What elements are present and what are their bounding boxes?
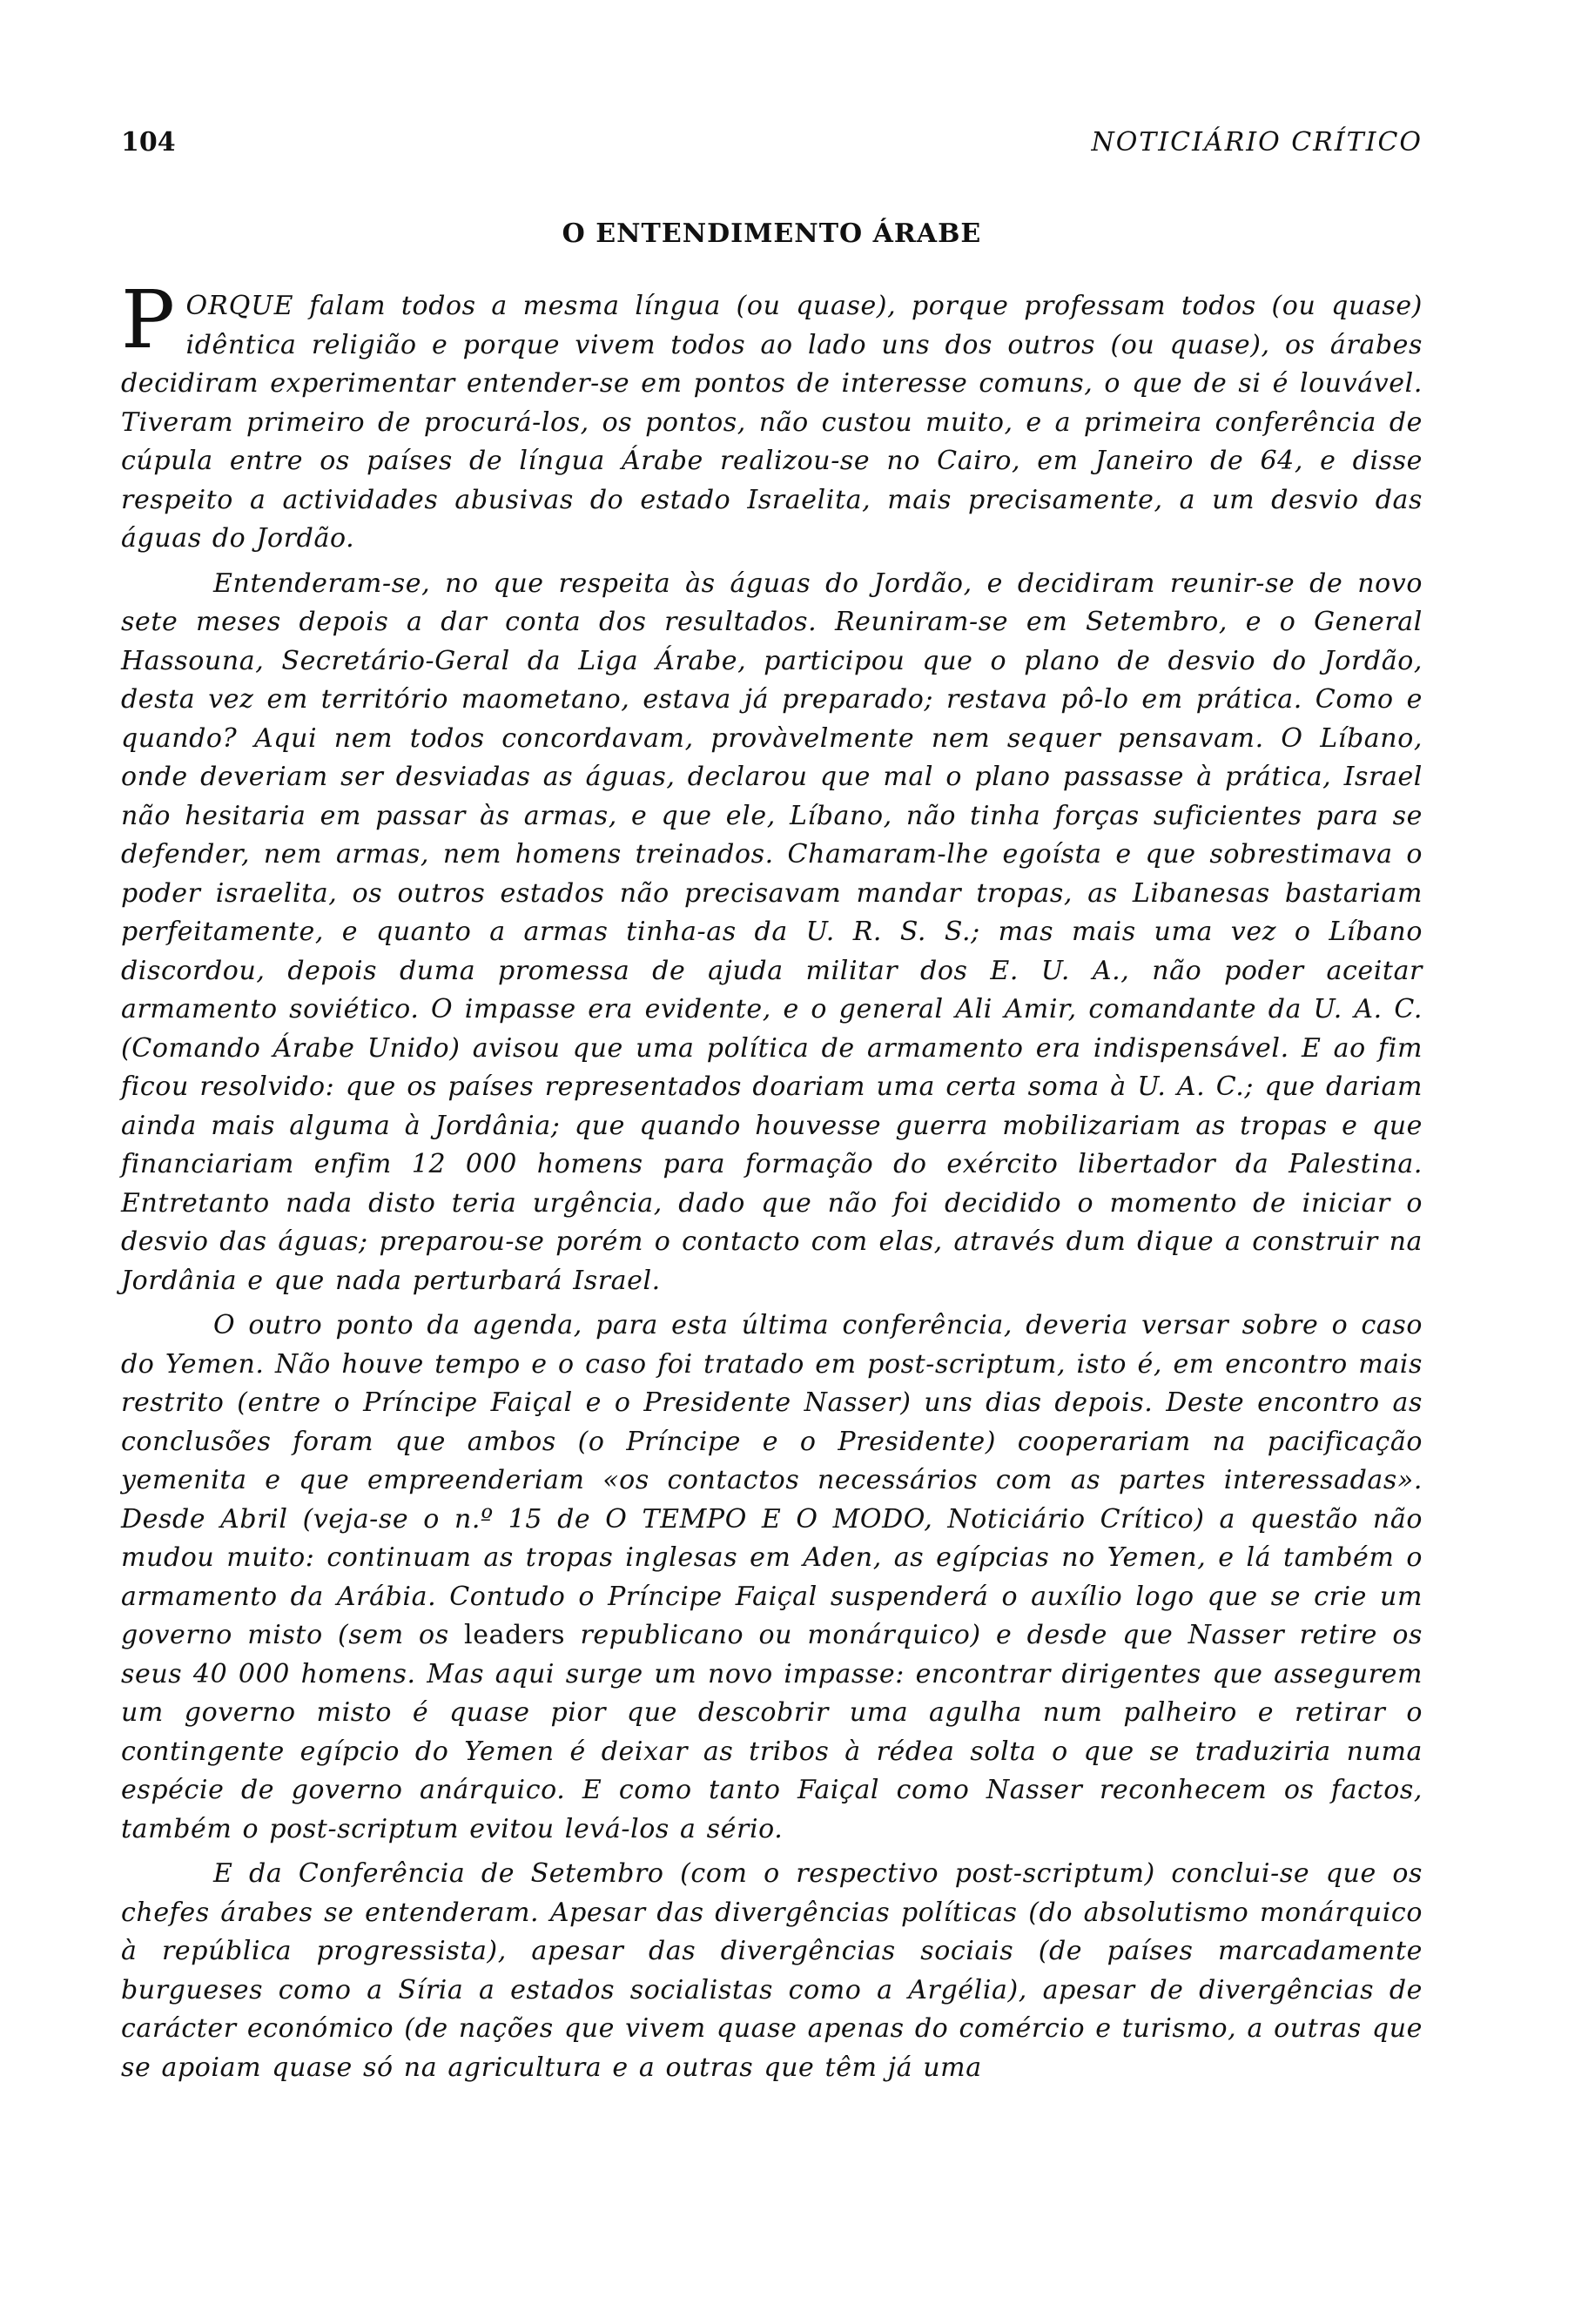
roman-word: leaders	[464, 1620, 566, 1650]
page-number: 104	[121, 127, 176, 158]
paragraph-1-text: falam todos a mesma língua (ou quase), porque professam todos (ou quase) idêntica religião e porque vivem todos ao lado uns dos outros (ou quase), os árabes decidiram experimentar entender-se em pontos de interesse comuns, o que de si é louvável. Tiveram primeiro de procurá-los, os pontos, não custou muito, e a primeira conferência de cúpula entre os países de língua Árabe realizou-se no Cairo, em Janeiro de 64, e disse respeito a actividades abusivas do estado Israelita, mais precisamente, a um desvio das águas do Jordão.	[121, 291, 1423, 554]
paragraph-1	[121, 273, 1423, 559]
running-title: NOTICIÁRIO CRÍTICO	[1091, 127, 1423, 158]
paragraph-3-part-3: republicano ou monárquico) e desde que Nasser retire os seus 40 000 homens. Mas aqui surge um novo impasse: encontrar dirigentes que assegurem um governo misto é quase pior que descobrir uma agulha num palheiro e retirar o contingente egípcio do Yemen é deixar as tribos à rédea solta o que se traduziria numa espécie de governo anárquico. E como tanto Faiçal como Nasser reconhecem os factos, também o post-scriptum evitou levá-los a sério.	[121, 1620, 1423, 1844]
paragraph-3	[121, 1306, 1423, 1849]
journal-title: O TEMPO E O MODO	[605, 1503, 925, 1535]
paragraph-3-part-2: , Noticiário Crítico) a questão não mudou muito: continuam as tropas inglesas em Aden, as egípcias no Yemen, e lá também o armamento da Arábia. Contudo o Príncipe Faiçal suspenderá o auxílio logo que se crie um governo misto (sem os	[121, 1503, 1423, 1650]
lead-word: ORQUE	[185, 291, 294, 321]
drop-cap: P	[121, 273, 176, 366]
article-title: O ENTENDIMENTO ÁRABE	[562, 218, 982, 249]
paragraph-2: Entenderam-se, no que respeita às águas do Jordão, e decidiram reunir-se de novo sete meses depois a dar conta dos resultados. Reuniram-se em Setembro, e o General Hassouna, Secretário-Geral da Liga Árabe, participou que o plano de desvio do Jordão, desta vez em território maometano, estava já preparado; restava pô-lo em prática. Como e quando? Aqui nem todos concordavam, provàvelmente nem sequer pensavam. O Líbano, onde deveriam ser desviadas as águas, declarou que mal o plano passasse à prática, Israel não hesitaria em passar às armas, e que ele, Líbano, não tinha forças suficientes para se defender, nem armas, nem homens treinados. Chamaram-lhe egoísta e que sobrestimava o poder israelita, os outros estados não precisavam mandar tropas, as Libanesas bastariam perfeitamente, e quanto a armas tinha-as da U. R. S. S.; mas mais uma vez o Líbano discordou, depois duma promessa de ajuda militar dos E. U. A., não poder aceitar armamento soviético. O impasse era evidente, e o general Ali Amir, comandante da U. A. C. (Comando Árabe Unido) avisou que uma política de armamento era indispensável. E ao fim ficou resolvido: que os países representados doariam uma certa soma à U. A. C.; que dariam ainda mais alguma à Jordânia; que quando houvesse guerra mobilizariam as tropas e que financiariam enfim 12 000 homens para formação do exército libertador da Palestina. Entretanto nada disto teria urgência, dado que não foi decidido o momento de iniciar o desvio das águas; preparou-se porém o contacto com elas, através dum dique a construir na Jordânia e que nada perturbará Israel.	[121, 568, 1423, 1296]
paragraph-3-part-1: O outro ponto da agenda, para esta última conferência, deveria versar sobre o caso do Yemen. Não houve tempo e o caso foi tratado em post-scriptum, isto é, em encontro mais restrito (entre o Príncipe Faiçal e o Presidente Nasser) uns dias depois. Deste encontro as conclusões foram que ambos (o Príncipe e o Presidente) cooperariam na pacificação yemenita e que empreenderiam «os contactos necessários com as partes interessadas». Desde Abril (veja-se o n.º 15 de	[121, 1310, 1423, 1535]
article-body	[121, 273, 1423, 2093]
paragraph-4: E da Conferência de Setembro (com o respectivo post-scriptum) conclui-se que os chefes árabes se entenderam. Apesar das divergências políticas (do absolutismo monárquico à república progressista), apesar das divergências sociais (de países marcadamente burgueses como a Síria a estados socialistas como a Argélia), apesar de divergências de carácter económico (de nações que vivem quase apenas do comércio e turismo, a outras que se apoiam quase só na agricultura e a outras que têm já uma	[121, 1858, 1423, 2083]
